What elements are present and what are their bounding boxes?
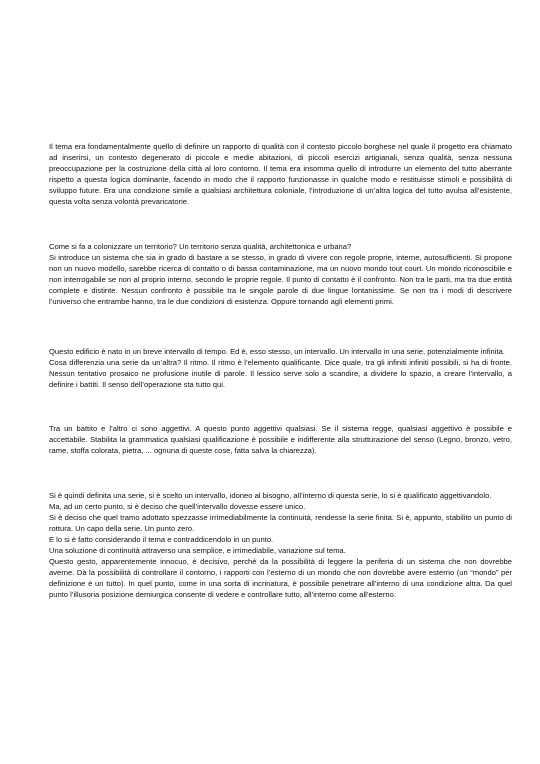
paragraph-3: Questo edificio è nato in un breve intervallo di tempo. Ed è, esso stesso, un intervallo. Un intervallo in una serie, potenzialmente infinita. Cosa differenzia una serie da un’altra? Il ritmo. Il ritmo è l’elemento qualificante. Dice quale, tra gli infiniti infiniti possibili, si ha di fronte. Nessun tentativo prosaico ne profusione inutile di parole. Il lessico serve solo a scandire, a dividere lo spazio, a creare l’intervallo, a definire i battiti. Il senso dell’operazione sta tutto qui. xyxy=(49,347,512,390)
paragraph-1: Il tema era fondamentalmente quello di definire un rapporto di qualità con il contesto piccolo borghese nel quale il progetto era chiamato ad inserirsi, un contesto degenerato di piccole e medie abitazioni, di piccoli esercizi artigianali, senza qualità, senza nessuna preoccupazione per la costruzione della città al loro contorno. Il tema era insomma quello di introdurre un elemento del tutto aberrante rispetto a questa logica dominante, facendo in modo che il rapporto funzionasse in qualche modo e restituisse stimoli e possibilità di sviluppo future. Era una condizione simile a qualsiasi architettura coloniale, l’introduzione di un’altra logica del tutto avulsa all’esistente, questa volta senza volontà prevaricatorie. xyxy=(49,142,512,207)
paragraph-2: Come si fa a colonizzare un territorio? Un territorio senza qualità, architettonica e urbana? Si introduce un sistema che sia in grado di bastare a se stesso, in grado di vivere con regole proprie, interne, autosufficienti. Si propone non un nuovo modello, sarebbe ricerca di contatto o di bassa contaminazione, ma un nuovo mondo tout court. Un mondo riconoscibile e non interrogabile se non al proprio interno, secondo le proprie regole. Il punto di contatto è il confronto. Non tra le parti, ma tra due entità complete e distinte. Nessun confronto è possibile tra le singole parole di due lingue lontanissime. Se non tra i modi di descrivere l’universo che entrambe hanno, tra le due condizioni di esistenza. Oppure tornando agli elementi primi. xyxy=(49,242,512,307)
paragraph-5: Si è quindi definita una serie, si è scelto un intervallo, idoneo al bisogno, all’interno di questa serie, lo si è qualificato aggettivandolo. Ma, ad un certo punto, si è deciso che quell’intervallo dovesse essere unico. Si è deciso che quel tramo adottato spezzasse irrimediabilmente la continuità, rendesse la serie finita. Si è, appunto, stabilito un punto di rottura. Un capo della serie. Un punto zero. E lo si è fatto considerando il tema e contraddicendolo in un punto. Una soluzione di continuità attraverso una semplice, e irrimediabile, variazione sul tema. Questo gesto, apparentemente innocuo, è decisivo, perché da la possibilità di leggere la periferia di un sistema che non dovrebbe averne. Dà la possibilità di controllare il contorno, i rapporti con l’esterno di un mondo che non dovrebbe avere esterno (un “mondo” per definizione è un tutto). In quel punto, come in una sorta di incrinatura, è possibile penetrare all’interno di una condizione altra. Da quel punto l’illusoria posizione demiurgica consente di vedere e controllare tutto, all’interno come all’esterno. xyxy=(49,491,512,600)
paragraph-4: Tra un battito e l’altro ci sono aggettivi. A questo punto aggettivi qualsiasi. Se il sistema regge, qualsiasi aggettivo è possibile e accettabile. Stabilita la grammatica qualsiasi qualificazione è possibile e indifferente alla strutturazione del senso (Legno, bronzo, vetro, rame, stoffa colorata, pietra, ... ognuna di queste cose, fatta salva la chiarezza). xyxy=(49,424,512,456)
